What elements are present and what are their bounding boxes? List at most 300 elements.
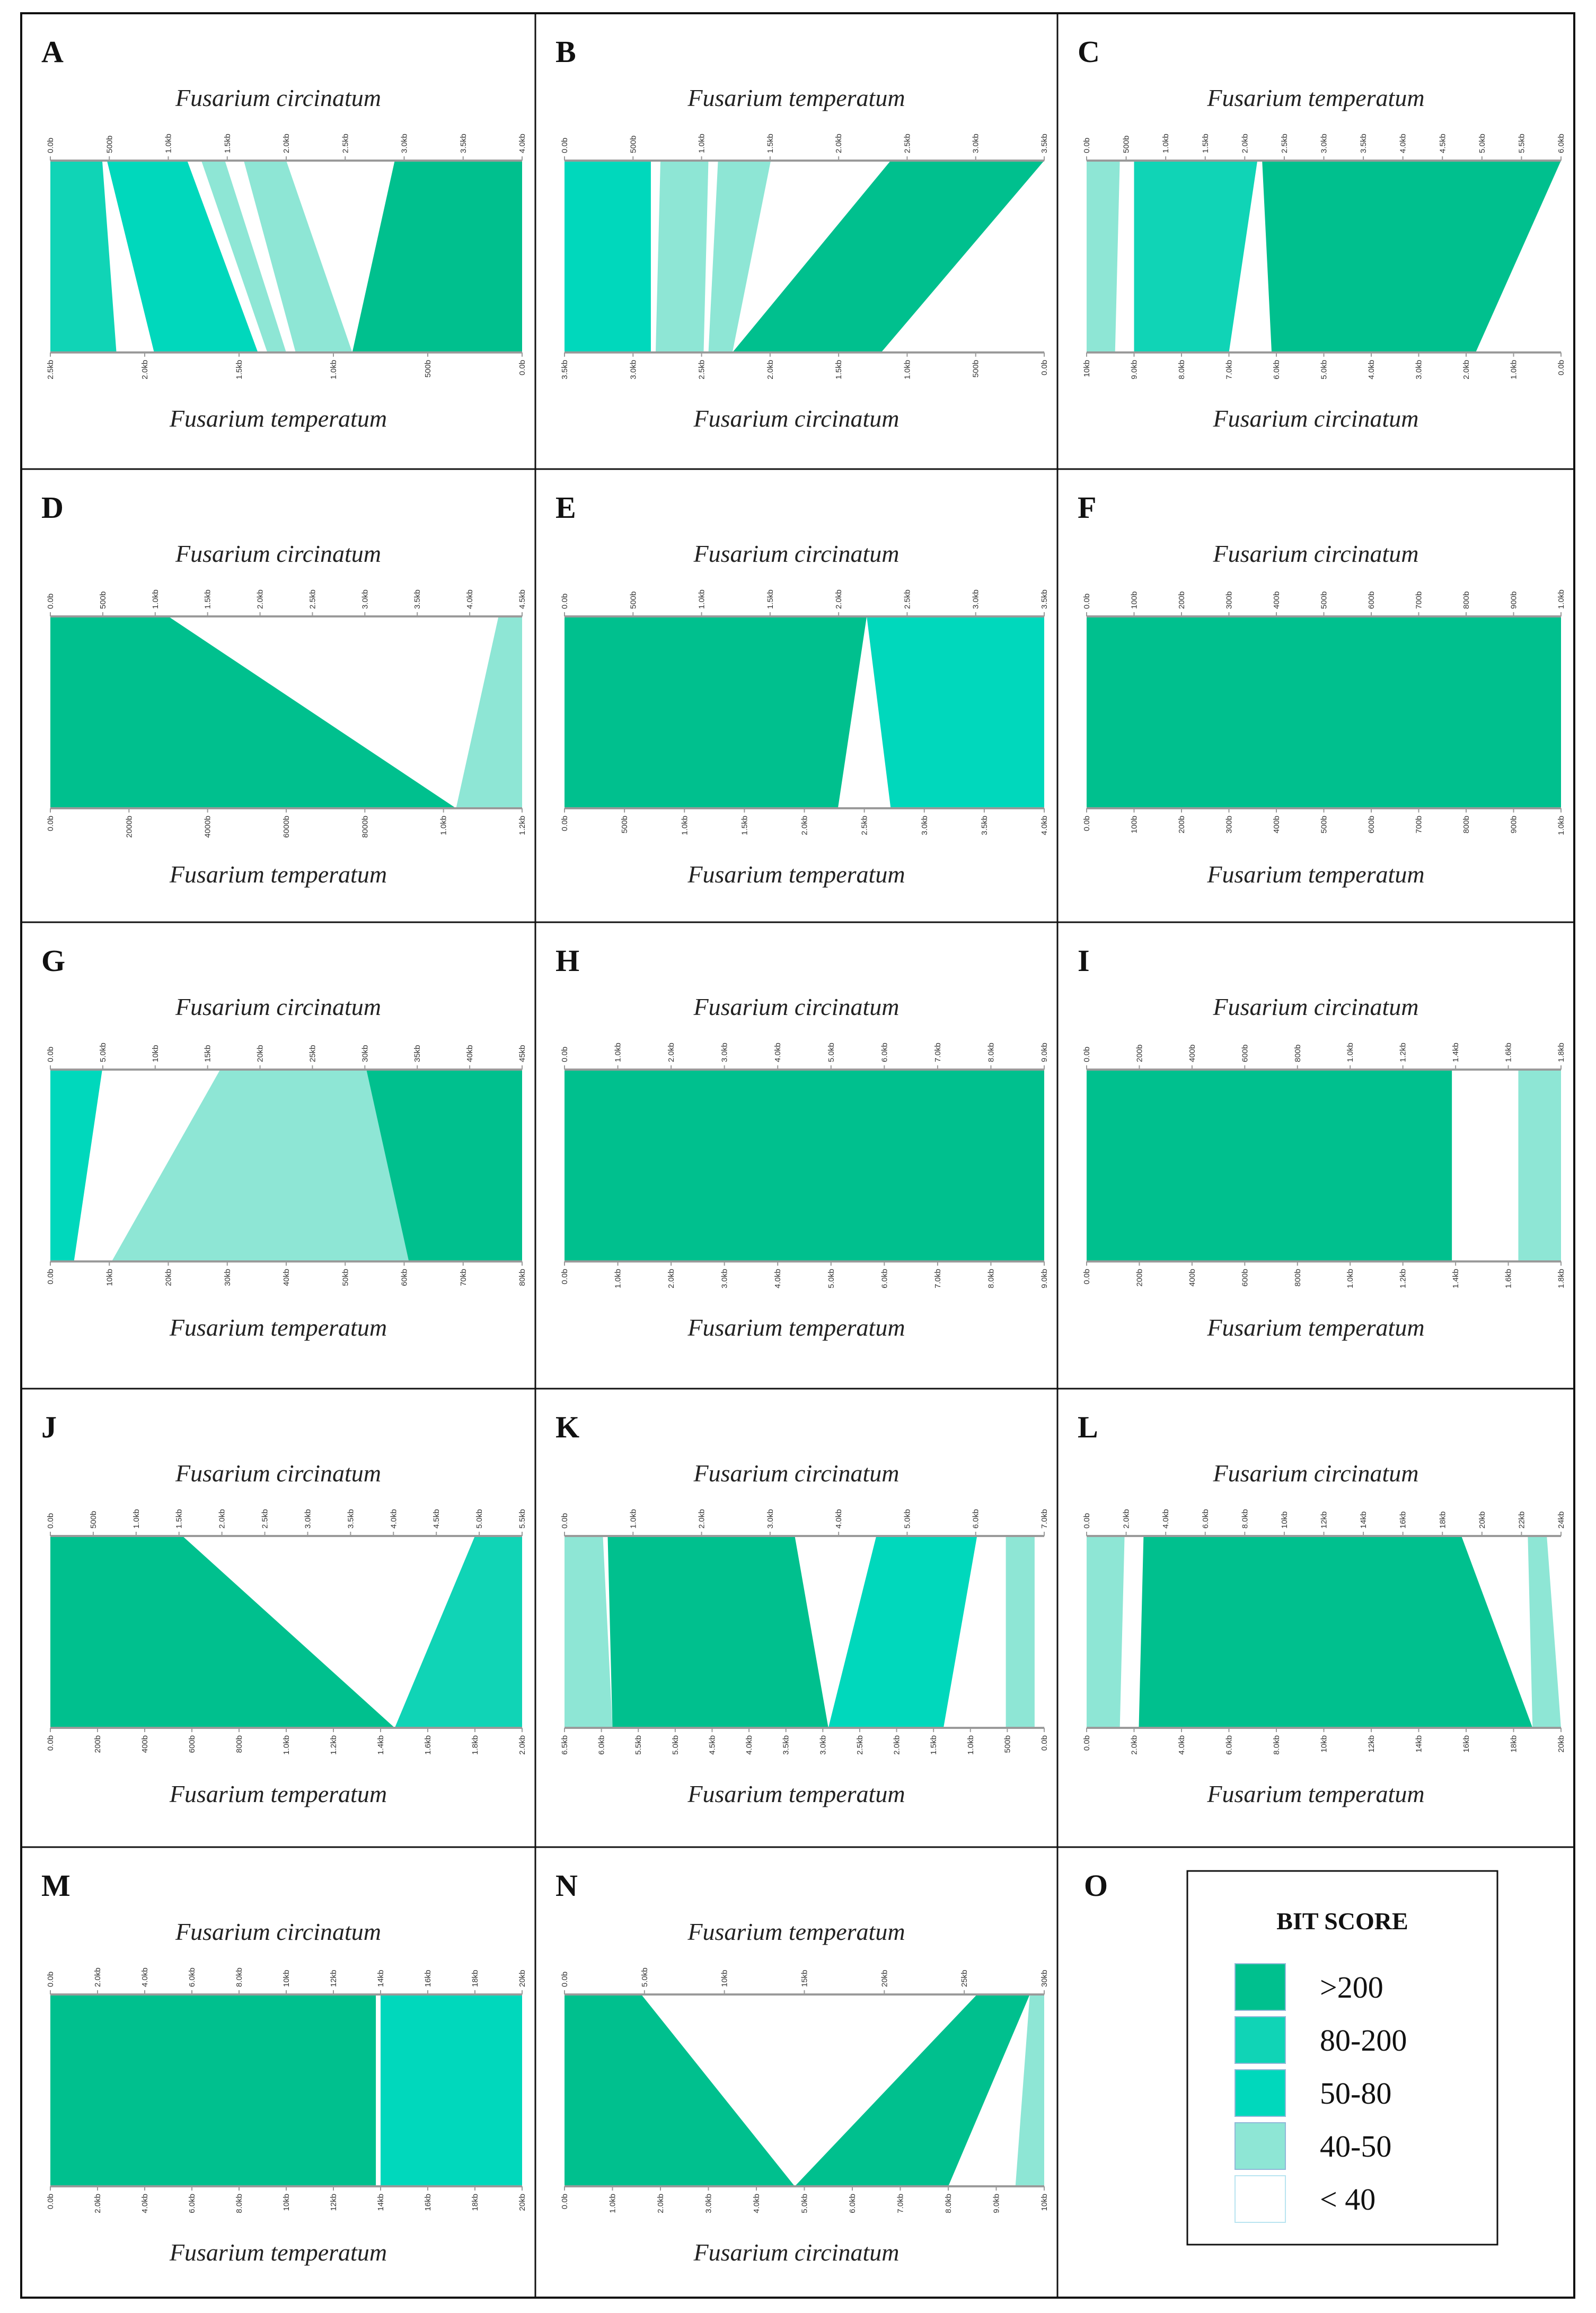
bottom-tick-label: 500b bbox=[1319, 816, 1329, 834]
top-tick-label: 0.0b bbox=[560, 1971, 569, 1987]
top-species-label: Fusarium circinatum bbox=[1213, 993, 1419, 1020]
bottom-species-label: Fusarium temperatum bbox=[169, 405, 387, 432]
bottom-tick-label: 500b bbox=[971, 360, 981, 378]
bottom-tick-label: 1.0kb bbox=[613, 1269, 623, 1288]
top-tick-label: 1.0kb bbox=[1557, 589, 1566, 609]
bottom-tick-label: 1.6kb bbox=[1504, 1269, 1513, 1288]
bottom-tick-label: 1.5kb bbox=[834, 360, 844, 379]
bottom-tick-label: 2.0kb bbox=[93, 2194, 102, 2213]
bottom-tick-label: 1.0kb bbox=[680, 816, 690, 835]
top-tick-label: 0.0b bbox=[46, 1513, 55, 1529]
bottom-tick-label: 0.0b bbox=[46, 2194, 55, 2210]
panel-label: A bbox=[41, 34, 64, 69]
bottom-tick-label: 5.0kb bbox=[671, 1735, 680, 1755]
panel-label: D bbox=[41, 490, 64, 525]
alignment-block-40-50 bbox=[1087, 1536, 1125, 1728]
bottom-tick-label: 6.5kb bbox=[560, 1735, 569, 1755]
top-tick-label: 16kb bbox=[424, 1970, 433, 1987]
alignment-block-80-200 bbox=[50, 161, 117, 352]
top-tick-label: 4.0kb bbox=[389, 1509, 399, 1529]
top-tick-label: 1.0kb bbox=[629, 1509, 638, 1529]
top-tick-label: 22kb bbox=[1517, 1511, 1527, 1529]
top-tick-label: 3.5kb bbox=[346, 1509, 356, 1529]
bottom-tick-label: 9.0kb bbox=[1130, 360, 1139, 379]
top-tick-label: 3.0kb bbox=[971, 589, 981, 609]
top-tick-label: 1.5kb bbox=[1201, 134, 1210, 153]
top-tick-label: 1.0kb bbox=[1346, 1043, 1355, 1062]
bottom-tick-label: 5.5kb bbox=[634, 1735, 643, 1755]
bottom-tick-label: 3.0kb bbox=[704, 2194, 713, 2213]
top-tick-label: 10kb bbox=[1280, 1511, 1289, 1529]
top-tick-label: 4.5kb bbox=[518, 589, 527, 609]
alignment-block-gt200 bbox=[607, 1536, 828, 1728]
bottom-tick-label: 2000b bbox=[125, 816, 134, 838]
bottom-species-label: Fusarium circinatum bbox=[693, 2239, 900, 2266]
bottom-tick-label: 70kb bbox=[458, 1269, 468, 1286]
top-tick-label: 1.2kb bbox=[1398, 1043, 1408, 1062]
top-tick-label: 3.5kb bbox=[1040, 589, 1049, 609]
top-tick-label: 15kb bbox=[800, 1970, 809, 1987]
top-species-label: Fusarium circinatum bbox=[1213, 1460, 1419, 1487]
bottom-tick-label: 20kb bbox=[1557, 1735, 1566, 1753]
bottom-tick-label: 1.8kb bbox=[1557, 1269, 1566, 1288]
bottom-tick-label: 5.0kb bbox=[800, 2194, 809, 2213]
alignment-block-40-50 bbox=[656, 161, 709, 352]
bottom-tick-label: 1.0kb bbox=[282, 1735, 291, 1755]
top-tick-label: 1.0kb bbox=[151, 589, 160, 609]
top-tick-label: 600b bbox=[1240, 1044, 1250, 1062]
bottom-tick-label: 2.0kb bbox=[892, 1735, 902, 1755]
top-species-label: Fusarium temperatum bbox=[687, 84, 905, 111]
alignment-block-40-50 bbox=[1528, 1536, 1561, 1728]
legend-swatch bbox=[1235, 1964, 1285, 2010]
bottom-tick-label: 80kb bbox=[518, 1269, 527, 1286]
bottom-tick-label: 0.0b bbox=[1040, 360, 1049, 376]
top-tick-label: 500b bbox=[105, 135, 114, 153]
top-tick-label: 2.5kb bbox=[1280, 134, 1289, 153]
alignment-block-gt200 bbox=[733, 161, 1044, 352]
bottom-tick-label: 9.0kb bbox=[992, 2194, 1001, 2213]
panel-d bbox=[41, 490, 527, 888]
bottom-tick-label: 1.0kb bbox=[903, 360, 912, 379]
top-tick-label: 3.0kb bbox=[1319, 134, 1329, 153]
bottom-tick-label: 3.0kb bbox=[818, 1735, 828, 1755]
bottom-tick-label: 2.0kb bbox=[1462, 360, 1471, 379]
top-tick-label: 1.8kb bbox=[1557, 1043, 1566, 1062]
bottom-tick-label: 400b bbox=[1187, 1269, 1197, 1287]
legend-item-label: >200 bbox=[1320, 1970, 1383, 2005]
top-tick-label: 10kb bbox=[720, 1970, 729, 1987]
top-tick-label: 100b bbox=[1130, 591, 1139, 609]
bottom-tick-label: 600b bbox=[188, 1735, 197, 1753]
bottom-tick-label: 4.0kb bbox=[752, 2194, 761, 2213]
top-tick-label: 500b bbox=[1122, 135, 1131, 153]
alignment-block-40-50 bbox=[1006, 1536, 1035, 1728]
top-tick-label: 2.5kb bbox=[260, 1509, 270, 1529]
panel-k bbox=[555, 1410, 1049, 1807]
top-tick-label: 1.0kb bbox=[697, 589, 707, 609]
top-tick-label: 500b bbox=[629, 591, 638, 609]
bottom-tick-label: 6.0kb bbox=[188, 2194, 197, 2213]
bottom-tick-label: 600b bbox=[1367, 816, 1376, 834]
bottom-tick-label: 6.0kb bbox=[1224, 1735, 1234, 1755]
bottom-species-label: Fusarium temperatum bbox=[687, 1314, 905, 1341]
bottom-tick-label: 10kb bbox=[1040, 2194, 1049, 2211]
top-tick-label: 0.0b bbox=[46, 1971, 55, 1987]
bottom-tick-label: 10kb bbox=[1082, 360, 1091, 377]
legend-item-label: 50-80 bbox=[1320, 2076, 1392, 2111]
legend-swatch bbox=[1235, 2017, 1285, 2063]
top-tick-label: 25kb bbox=[960, 1970, 969, 1987]
panel-g bbox=[41, 943, 527, 1341]
top-tick-label: 500b bbox=[1319, 591, 1329, 609]
top-tick-label: 35kb bbox=[413, 1045, 422, 1062]
panel-label: K bbox=[555, 1410, 580, 1444]
alignment-block-gt200 bbox=[565, 1070, 1044, 1261]
bottom-tick-label: 4.0kb bbox=[1367, 360, 1376, 379]
top-tick-label: 0.0b bbox=[46, 1046, 55, 1062]
top-tick-label: 5.0kb bbox=[826, 1043, 836, 1062]
top-tick-label: 3.0kb bbox=[971, 134, 981, 153]
panel-m bbox=[41, 1868, 527, 2266]
top-tick-label: 20kb bbox=[880, 1970, 889, 1987]
bottom-tick-label: 200b bbox=[93, 1735, 102, 1753]
top-species-label: Fusarium circinatum bbox=[693, 540, 900, 567]
alignment-block-50-80 bbox=[381, 1994, 522, 2186]
top-tick-label: 2.0kb bbox=[834, 134, 844, 153]
top-tick-label: 14kb bbox=[1359, 1511, 1369, 1529]
top-tick-label: 15kb bbox=[203, 1045, 213, 1062]
top-tick-label: 20kb bbox=[518, 1970, 527, 1987]
bottom-tick-label: 1.0kb bbox=[439, 816, 448, 835]
bottom-tick-label: 0.0b bbox=[560, 816, 569, 832]
top-tick-label: 3.0kb bbox=[765, 1509, 775, 1529]
panel-label: E bbox=[555, 490, 576, 525]
bottom-tick-label: 0.0b bbox=[46, 1735, 55, 1751]
top-tick-label: 4.0kb bbox=[465, 589, 475, 609]
alignment-block-40-50 bbox=[1087, 161, 1120, 352]
top-tick-label: 3.0kb bbox=[400, 134, 409, 153]
top-tick-label: 0.0b bbox=[560, 1046, 569, 1062]
top-tick-label: 1.4kb bbox=[1451, 1043, 1461, 1062]
panel-label: B bbox=[555, 34, 576, 69]
bottom-tick-label: 2.0kb bbox=[1130, 1735, 1139, 1755]
panel-label: L bbox=[1078, 1410, 1098, 1444]
top-tick-label: 1.0kb bbox=[697, 134, 707, 153]
bottom-tick-label: 0.0b bbox=[1557, 360, 1566, 376]
bottom-tick-label: 1.0kb bbox=[329, 360, 338, 379]
top-tick-label: 25kb bbox=[308, 1045, 318, 1062]
panel-i bbox=[1078, 943, 1566, 1341]
top-tick-label: 4.0kb bbox=[140, 1967, 149, 1987]
top-tick-label: 0.0b bbox=[1082, 137, 1091, 153]
top-tick-label: 8.0kb bbox=[986, 1043, 996, 1062]
top-tick-label: 12kb bbox=[329, 1970, 338, 1987]
bottom-tick-label: 2.5kb bbox=[697, 360, 707, 379]
bottom-tick-label: 8.0kb bbox=[1272, 1735, 1281, 1755]
bottom-tick-label: 0.0b bbox=[46, 1269, 55, 1285]
top-species-label: Fusarium circinatum bbox=[693, 993, 900, 1020]
top-tick-label: 700b bbox=[1414, 591, 1424, 609]
panels-layer bbox=[21, 13, 1574, 2298]
top-tick-label: 0.0b bbox=[1082, 593, 1091, 609]
bottom-tick-label: 6.0kb bbox=[848, 2194, 857, 2213]
top-species-label: Fusarium circinatum bbox=[175, 1460, 381, 1487]
panel-c bbox=[1078, 34, 1566, 432]
top-tick-label: 7.0kb bbox=[933, 1043, 942, 1062]
bottom-species-label: Fusarium temperatum bbox=[169, 861, 387, 888]
top-tick-label: 45kb bbox=[518, 1045, 527, 1062]
bottom-tick-label: 900b bbox=[1509, 816, 1519, 834]
bottom-tick-label: 400b bbox=[140, 1735, 149, 1753]
bottom-tick-label: 8.0kb bbox=[1177, 360, 1186, 379]
bottom-tick-label: 3.5kb bbox=[781, 1735, 791, 1755]
bottom-tick-label: 2.0kb bbox=[518, 1735, 527, 1755]
bottom-tick-label: 200b bbox=[1135, 1269, 1144, 1287]
bottom-tick-label: 0.0b bbox=[1082, 1269, 1091, 1285]
top-tick-label: 0.0b bbox=[560, 593, 569, 609]
alignment-block-50-80 bbox=[828, 1536, 977, 1728]
bottom-tick-label: 20kb bbox=[164, 1269, 173, 1286]
bottom-tick-label: 1.0kb bbox=[1346, 1269, 1355, 1288]
top-species-label: Fusarium circinatum bbox=[175, 993, 381, 1020]
top-tick-label: 5.5kb bbox=[1517, 134, 1527, 153]
alignment-block-gt200 bbox=[50, 616, 456, 808]
alignment-block-80-200 bbox=[395, 1536, 522, 1728]
panel-b bbox=[555, 34, 1049, 432]
top-tick-label: 6.0kb bbox=[1557, 134, 1566, 153]
bottom-tick-label: 14kb bbox=[1414, 1735, 1424, 1753]
top-species-label: Fusarium circinatum bbox=[693, 1460, 900, 1487]
top-tick-label: 0.0b bbox=[1082, 1513, 1091, 1529]
top-tick-label: 0.0b bbox=[560, 1513, 569, 1529]
top-tick-label: 5.0kb bbox=[1477, 134, 1487, 153]
bottom-tick-label: 2.0kb bbox=[656, 2194, 665, 2213]
panel-label: C bbox=[1078, 34, 1100, 69]
bottom-species-label: Fusarium circinatum bbox=[693, 405, 900, 432]
top-tick-label: 1.0kb bbox=[613, 1043, 623, 1062]
panel-label: I bbox=[1078, 943, 1090, 978]
alignment-block-50-80 bbox=[50, 1070, 102, 1261]
top-tick-label: 500b bbox=[98, 591, 108, 609]
legend-swatch bbox=[1235, 2176, 1285, 2222]
bottom-species-label: Fusarium temperatum bbox=[687, 1780, 905, 1807]
top-tick-label: 30kb bbox=[360, 1045, 370, 1062]
top-tick-label: 6.0kb bbox=[971, 1509, 981, 1529]
top-tick-label: 24kb bbox=[1557, 1511, 1566, 1529]
bottom-tick-label: 12kb bbox=[1367, 1735, 1376, 1753]
bottom-tick-label: 16kb bbox=[424, 2194, 433, 2211]
bottom-tick-label: 12kb bbox=[329, 2194, 338, 2211]
top-tick-label: 2.0kb bbox=[282, 134, 291, 153]
bottom-tick-label: 1.0kb bbox=[608, 2194, 618, 2213]
top-tick-label: 4.0kb bbox=[773, 1043, 783, 1062]
bottom-species-label: Fusarium circinatum bbox=[1213, 405, 1419, 432]
bottom-tick-label: 0.0b bbox=[1082, 816, 1091, 832]
top-tick-label: 1.5kb bbox=[174, 1509, 184, 1529]
bottom-tick-label: 2.5kb bbox=[855, 1735, 865, 1755]
alignment-block-gt200 bbox=[1262, 161, 1561, 352]
bottom-tick-label: 14kb bbox=[376, 2194, 385, 2211]
bottom-tick-label: 6000b bbox=[282, 816, 291, 838]
top-species-label: Fusarium circinatum bbox=[175, 1918, 381, 1945]
bottom-tick-label: 1.8kb bbox=[471, 1735, 480, 1755]
alignment-block-50-80 bbox=[867, 616, 1044, 808]
top-tick-label: 900b bbox=[1509, 591, 1519, 609]
legend-item-label: 80-200 bbox=[1320, 2023, 1407, 2058]
top-species-label: Fusarium circinatum bbox=[175, 84, 381, 111]
bottom-tick-label: 4000b bbox=[203, 816, 213, 838]
top-tick-label: 20kb bbox=[1477, 1511, 1487, 1529]
bottom-tick-label: 6.0kb bbox=[597, 1735, 606, 1755]
bottom-tick-label: 20kb bbox=[518, 2194, 527, 2211]
bottom-tick-label: 800b bbox=[235, 1735, 244, 1753]
top-tick-label: 7.0kb bbox=[1040, 1509, 1049, 1529]
panel-label: J bbox=[41, 1410, 57, 1444]
bottom-tick-label: 4.5kb bbox=[708, 1735, 717, 1755]
alignment-block-gt200 bbox=[565, 616, 867, 808]
bottom-species-label: Fusarium temperatum bbox=[169, 1314, 387, 1341]
legend-swatch bbox=[1235, 2070, 1285, 2116]
top-tick-label: 4.5kb bbox=[1438, 134, 1448, 153]
bottom-tick-label: 100b bbox=[1130, 816, 1139, 834]
top-tick-label: 4.0kb bbox=[518, 134, 527, 153]
panel-h bbox=[555, 943, 1049, 1341]
top-species-label: Fusarium circinatum bbox=[1213, 540, 1419, 567]
bottom-tick-label: 0.0b bbox=[560, 1269, 569, 1285]
top-tick-label: 16kb bbox=[1398, 1511, 1408, 1529]
bottom-tick-label: 8.0kb bbox=[986, 1269, 996, 1288]
bottom-species-label: Fusarium temperatum bbox=[1207, 861, 1425, 888]
top-tick-label: 3.5kb bbox=[1040, 134, 1049, 153]
panel-label: O bbox=[1084, 1868, 1108, 1903]
top-tick-label: 12kb bbox=[1319, 1511, 1329, 1529]
bottom-tick-label: 3.5kb bbox=[980, 816, 989, 835]
bottom-tick-label: 8000b bbox=[360, 816, 370, 838]
top-species-label: Fusarium circinatum bbox=[175, 540, 381, 567]
top-tick-label: 40kb bbox=[465, 1045, 475, 1062]
bottom-species-label: Fusarium temperatum bbox=[687, 861, 905, 888]
bottom-tick-label: 50kb bbox=[341, 1269, 350, 1286]
top-tick-label: 800b bbox=[1462, 591, 1471, 609]
bottom-tick-label: 18kb bbox=[1509, 1735, 1519, 1753]
bottom-tick-label: 9.0kb bbox=[1040, 1269, 1049, 1288]
top-tick-label: 2.5kb bbox=[341, 134, 350, 153]
bottom-tick-label: 1.0kb bbox=[1557, 816, 1566, 835]
top-tick-label: 5.5kb bbox=[518, 1509, 527, 1529]
top-species-label: Fusarium temperatum bbox=[1207, 84, 1425, 111]
bottom-tick-label: 500b bbox=[620, 816, 630, 834]
bottom-tick-label: 18kb bbox=[471, 2194, 480, 2211]
panel-label: G bbox=[41, 943, 66, 978]
bottom-species-label: Fusarium temperatum bbox=[169, 2239, 387, 2266]
bottom-tick-label: 1.5kb bbox=[929, 1735, 939, 1755]
bottom-species-label: Fusarium temperatum bbox=[1207, 1314, 1425, 1341]
top-tick-label: 500b bbox=[629, 135, 638, 153]
top-tick-label: 2.0kb bbox=[255, 589, 265, 609]
bottom-species-label: Fusarium temperatum bbox=[169, 1780, 387, 1807]
top-tick-label: 2.0kb bbox=[1122, 1509, 1131, 1529]
panel-n bbox=[555, 1868, 1049, 2266]
top-tick-label: 200b bbox=[1135, 1044, 1144, 1062]
bottom-tick-label: 800b bbox=[1293, 1269, 1302, 1287]
top-tick-label: 10kb bbox=[282, 1970, 291, 1987]
top-tick-label: 400b bbox=[1272, 591, 1281, 609]
top-tick-label: 2.0kb bbox=[217, 1509, 227, 1529]
panel-label: N bbox=[555, 1868, 578, 1903]
alignment-block-40-50 bbox=[112, 1070, 419, 1261]
alignment-block-50-80 bbox=[565, 161, 651, 352]
bottom-tick-label: 4.0kb bbox=[140, 2194, 149, 2213]
bottom-tick-label: 0.0b bbox=[1082, 1735, 1091, 1751]
top-tick-label: 10kb bbox=[151, 1045, 160, 1062]
top-tick-label: 2.0kb bbox=[667, 1043, 676, 1062]
top-tick-label: 1.5kb bbox=[765, 134, 775, 153]
alignment-block-gt200 bbox=[1087, 1070, 1452, 1261]
bottom-tick-label: 500b bbox=[424, 360, 433, 378]
bottom-tick-label: 3.5kb bbox=[560, 360, 569, 379]
top-tick-label: 20kb bbox=[255, 1045, 265, 1062]
bottom-tick-label: 40kb bbox=[282, 1269, 291, 1286]
panel-e bbox=[555, 490, 1049, 888]
top-tick-label: 2.5kb bbox=[903, 589, 912, 609]
top-tick-label: 1.0kb bbox=[131, 1509, 141, 1529]
bottom-tick-label: 7.0kb bbox=[933, 1269, 942, 1288]
bottom-tick-label: 1.6kb bbox=[424, 1735, 433, 1755]
top-tick-label: 0.0b bbox=[46, 137, 55, 153]
legend-item-label: < 40 bbox=[1320, 2182, 1376, 2217]
top-tick-label: 2.0kb bbox=[834, 589, 844, 609]
bottom-tick-label: 1.0kb bbox=[1509, 360, 1519, 379]
bottom-tick-label: 6.0kb bbox=[880, 1269, 889, 1288]
bottom-tick-label: 5.0kb bbox=[826, 1269, 836, 1288]
panel-label: H bbox=[555, 943, 580, 978]
top-tick-label: 300b bbox=[1224, 591, 1234, 609]
bottom-tick-label: 4.0kb bbox=[773, 1269, 783, 1288]
bottom-tick-label: 5.0kb bbox=[1319, 360, 1329, 379]
bottom-tick-label: 2.5kb bbox=[860, 816, 869, 835]
bottom-tick-label: 300b bbox=[1224, 816, 1234, 834]
top-tick-label: 200b bbox=[1177, 591, 1186, 609]
top-tick-label: 1.5kb bbox=[765, 589, 775, 609]
bottom-tick-label: 2.5kb bbox=[46, 360, 55, 379]
panel-j bbox=[41, 1410, 527, 1807]
bottom-tick-label: 1.2kb bbox=[518, 816, 527, 835]
bottom-tick-label: 0.0b bbox=[518, 360, 527, 376]
legend-swatch bbox=[1235, 2123, 1285, 2169]
top-tick-label: 6.0kb bbox=[188, 1967, 197, 1987]
top-tick-label: 8.0kb bbox=[1240, 1509, 1250, 1529]
top-tick-label: 1.0kb bbox=[164, 134, 173, 153]
bottom-tick-label: 3.0kb bbox=[629, 360, 638, 379]
top-species-label: Fusarium temperatum bbox=[687, 1918, 905, 1945]
top-tick-label: 800b bbox=[1293, 1044, 1302, 1062]
bottom-tick-label: 0.0b bbox=[46, 816, 55, 832]
bottom-tick-label: 0.0b bbox=[1040, 1735, 1049, 1751]
bottom-tick-label: 4.0kb bbox=[1177, 1735, 1186, 1755]
bottom-tick-label: 4.0kb bbox=[745, 1735, 754, 1755]
bottom-tick-label: 8.0kb bbox=[235, 2194, 244, 2213]
bottom-tick-label: 0.0b bbox=[560, 2194, 569, 2210]
bottom-tick-label: 1.5kb bbox=[235, 360, 244, 379]
bottom-tick-label: 4.0kb bbox=[1040, 816, 1049, 835]
bottom-tick-label: 10kb bbox=[1319, 1735, 1329, 1753]
top-tick-label: 18kb bbox=[471, 1970, 480, 1987]
top-tick-label: 1.0kb bbox=[1161, 134, 1171, 153]
bottom-tick-label: 1.5kb bbox=[740, 816, 749, 835]
top-tick-label: 2.5kb bbox=[308, 589, 318, 609]
bottom-tick-label: 2.0kb bbox=[667, 1269, 676, 1288]
